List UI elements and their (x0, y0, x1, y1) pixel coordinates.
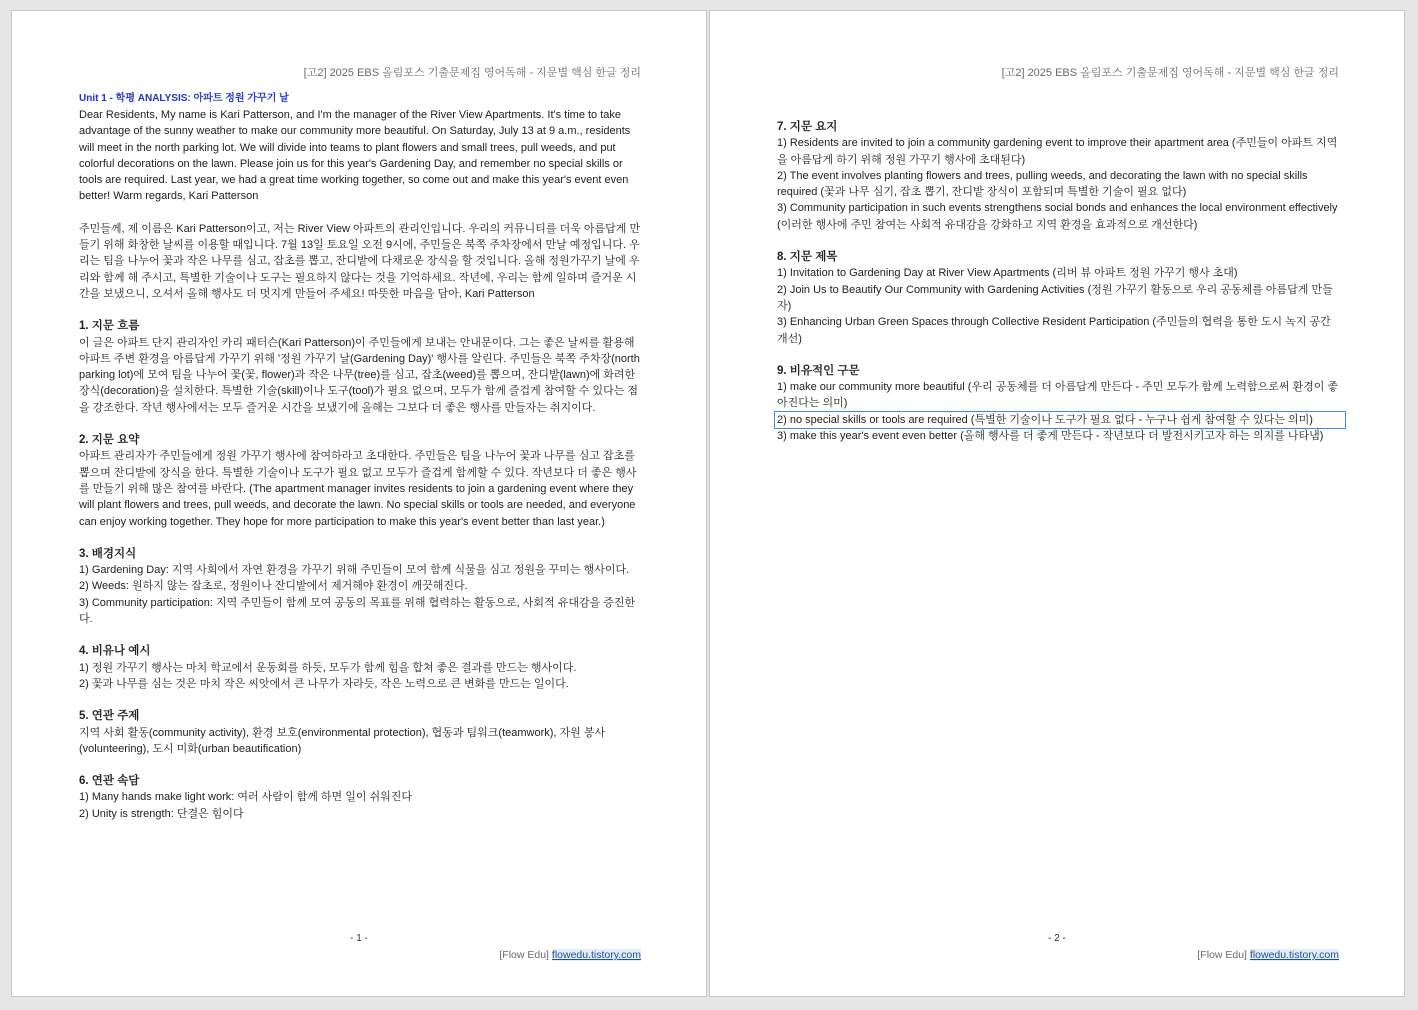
page-number: - 2 - (1048, 933, 1066, 944)
section-title-background: 3. 배경지식 (79, 547, 137, 560)
list-item: 3) Community participation: 지역 주민들이 함께 모여 공동의 목표를 위해 협력하는 활동으로, 사회적 유대감을 증진한다. (79, 596, 636, 626)
section-title-figurative: 9. 비유적인 구문 (777, 364, 860, 377)
english-passage: Dear Residents, My name is Kari Patterson, and I'm the manager of the River View Apartments. It's time to take advantage of the sunny weather to make our community more beautiful. On Saturday, July 13 at 9 a.m., residents will meet in the north parking lot. We will divide into teams to plant flowers and small trees, pull weeds, and put colorful decorations on the lawn. Please join us for this year's Gardening Day, and remember no special skills or tools are required. Last year, we had a great time working together, so come out and make this year's event even better! Warm regards, Kari Patterson (79, 109, 631, 203)
list-item: 2) Unity is strength: 단결은 힘이다 (79, 807, 244, 820)
page-header: [고2] 2025 EBS 올림포스 기출문제집 영어독해 - 지문별 핵심 한글 정리 (303, 67, 641, 79)
list-item: 3) make this year's event even better (올해 행사를 더 좋게 만든다 - 작년보다 더 발전시키고자 하는 의지를 나타냄) (777, 430, 1324, 443)
section-body-flow: 이 글은 아파트 단지 관리자인 카리 패터슨(Kari Patterson)이 주민들에게 보내는 안내문이다. 그는 좋은 날씨를 활용해 아파트 주변 환경을 아름답게 가꾸기 위해 '정원 가꾸기 날(Gardening Day)' 행사를 알린다. 주민들은 북쪽 주차장(north parking lot)에 모여 팀을 나누어 꽃(꽃, flower)과 작은 나무(tree)를 심고, 잡초(weed)를 뽑으며, 잔디밭(lawn)에 화려한 장식(decoration)을 설치한다. 특별한 기술(skill)이나 도구(tool)가 필요 없으며, 모두가 함께 즐겁게 참여할 수 있다는 점을 강조한다. 작년 행사에서는 모두 즐거운 시간을 보냈기에 올해는 그보다 더 좋은 행사를 만들자는 취지이다. (79, 336, 640, 414)
section-body-related-topics: 지역 사회 활동(community activity), 환경 보호(environmental protection), 협동과 팀워크(teamwork), 자원 봉사(volunteering), 도시 미화(urban beautification) (79, 726, 606, 755)
section-title-flow: 1. 지문 흐름 (79, 320, 140, 333)
section-title-main-idea: 7. 지문 요지 (777, 121, 838, 133)
footer-link[interactable]: flowedu.tistory.com (551, 949, 641, 961)
list-item: 3) Community participation in such events strengthens social bonds and enhances the local environment effectively (이러한 행사에 주민 참여는 사회적 유대감을 강화하고 지역 환경을 효과적으로 개선한다) (777, 202, 1338, 231)
list-item: 2) 꽃과 나무를 심는 것은 마치 작은 씨앗에서 큰 나무가 자라듯, 작은 노력으로 큰 변화를 만드는 일이다. (79, 677, 569, 690)
list-item: 1) make our community more beautiful (우리 공동체를 더 아름답게 만든다 - 주민 모두가 함께 노력함으로써 환경이 좋아진다는 의미) (777, 381, 1339, 410)
page-footer (499, 949, 641, 961)
selected-list-item[interactable]: 2) no special skills or tools are required (특별한 기술이나 도구가 필요 없다 - 누구나 쉽게 참여할 수 있다는 의미) (775, 412, 1345, 428)
page-number: - 1 - (350, 933, 368, 944)
section-title-proverbs: 6. 연관 속담 (79, 775, 140, 788)
list-item: 1) Residents are invited to join a community gardening event to improve their apartment area (주민들이 아파트 지역을 아름답게 하기 위해 정원 가꾸기 행사에 초대된다) (777, 137, 1338, 166)
list-item: 3) Enhancing Urban Green Spaces through Collective Resident Participation (주민들의 협력을 통한 도시 녹지 공간 개선) (777, 316, 1331, 345)
page-footer (1197, 949, 1339, 961)
list-item: 2) The event involves planting flowers and trees, pulling weeds, and decorating the lawn with no special skills required (꽃과 나무 심기, 잡초 뽑기, 잔디밭 장식이 포함되며 특별한 기술이 필요 없다) (777, 169, 1308, 199)
section-title-analogy: 4. 비유나 예시 (79, 645, 151, 658)
list-item: 1) Many hands make light work: 여러 사람이 함께 하면 일이 쉬워진다 (79, 791, 413, 804)
page-content (777, 119, 1343, 444)
section-title-titles: 8. 지문 제목 (777, 251, 838, 264)
section-body-summary: 아파트 관리자가 주민들에게 정원 가꾸기 행사에 참여하라고 초대한다. 주민들은 팀을 나누어 꽃과 나무를 심고 잡초를 뽑으며 잔디밭에 장식을 한다. 특별한 기술이나 도구가 필요 없고 모두가 즐겁게 함께할 수 있다. 작년보다 더 좋은 행사를 만들기 위해 많은 참여를 바란다. (The apartment manager invites residents to join a gardening event where they will plant flowers and trees, pull weeds, and decorate the lawn. No special skills or tools are needed, and everyone can enjoy working together. They hope for more participation to make this year's event better than last year.) (79, 450, 637, 528)
unit-title: Unit 1 - 학평 ANALYSIS: 아파트 정원 가꾸기 날 (79, 93, 289, 104)
list-item: 1) 정원 가꾸기 행사는 마치 학교에서 운동회를 하듯, 모두가 함께 힘을 합쳐 좋은 결과를 만드는 행사이다. (79, 661, 577, 674)
page-content (79, 91, 645, 822)
list-item: 1) Invitation to Gardening Day at River View Apartments (리버 뷰 아파트 정원 가꾸기 행사 초대) (777, 267, 1238, 280)
document-page-1 (11, 10, 707, 997)
section-title-related-topics: 5. 연관 주제 (79, 710, 140, 723)
document-page-2 (709, 10, 1405, 997)
footer-brand: [Flow Edu] (499, 949, 549, 961)
page-header: [고2] 2025 EBS 올림포스 기출문제집 영어독해 - 지문별 핵심 한글 정리 (1001, 67, 1339, 79)
list-item: 2) Join Us to Beautify Our Community with Gardening Activities (정원 가꾸기 활동으로 우리 공동체를 아름답게 만들자) (777, 283, 1333, 312)
footer-link[interactable]: flowedu.tistory.com (1249, 949, 1339, 961)
footer-brand: [Flow Edu] (1197, 949, 1247, 961)
korean-translation: 주민들께, 제 이름은 Kari Patterson이고, 저는 River View 아파트의 관리인입니다. 우리의 커뮤니티를 더욱 아름답게 만들기 위해 화창한 날씨를 이용할 때입니다. 7월 13일 토요일 오전 9시에, 주민들은 북쪽 주차장에서 만날 예정입니다. 우리는 팀을 나누어 꽃과 작은 나무를 심고, 잡초를 뽑고, 잔디밭에 다채로운 장식을 할 것입니다. 올해 정원가꾸기 날에 우리와 함께 해 주시고, 특별한 기술이나 도구는 필요하지 않다는 것을 기억하세요. 작년에, 우리는 함께 일하며 즐거운 시간을 보냈으니, 오셔서 올해 행사도 더 멋지게 만들어 주세요! 따뜻한 마음을 담아, Kari Patterson (79, 222, 641, 300)
section-title-summary: 2. 지문 요약 (79, 434, 140, 447)
list-item: 1) Gardening Day: 지역 사회에서 자연 환경을 가꾸기 위해 주민들이 모여 함께 식물을 심고 정원을 꾸미는 행사이다. (79, 564, 630, 577)
list-item: 2) Weeds: 원하지 않는 잡초로, 정원이나 잔디밭에서 제거해야 환경이 깨끗해진다. (79, 580, 468, 593)
